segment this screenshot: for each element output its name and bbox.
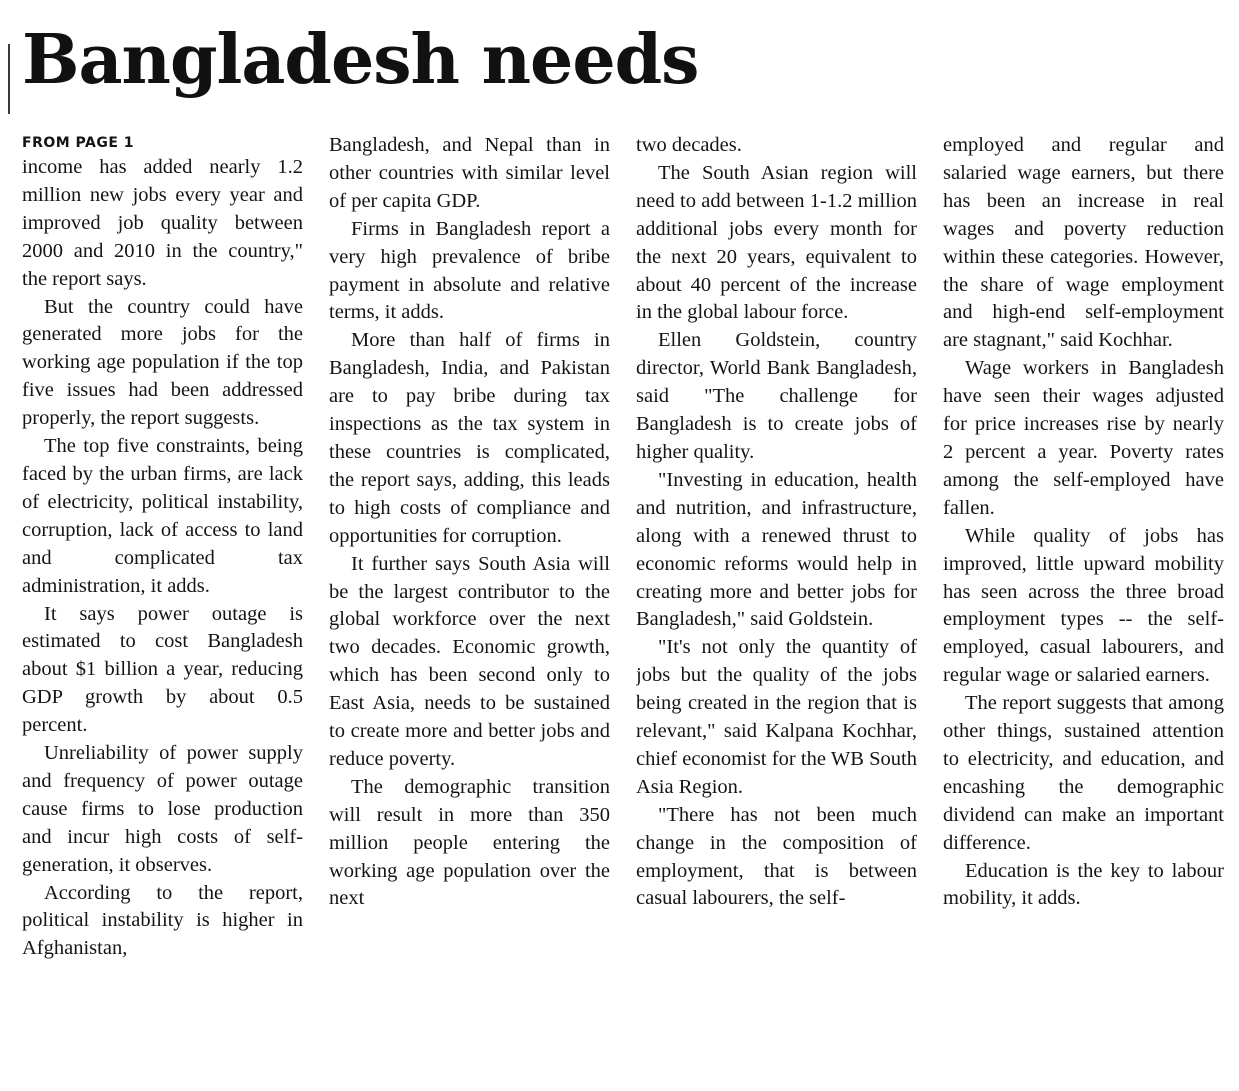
paragraph: Ellen Goldstein, country director, World Bank Bangladesh, said "The challenge for Bangladesh is to create jobs of higher quality. [636, 329, 917, 463]
paragraph: More than half of firms in Bangladesh, India, and Pakistan are to pay bribe during tax inspections as the tax system in these countries is complicated, the report says, adding, this leads to high costs of compliance and opportunities for corruption. [329, 329, 610, 547]
article-column-2 [329, 132, 610, 1082]
paragraph: Bangladesh, and Nepal than in other countries with similar level of per capita GDP. [329, 134, 610, 212]
paragraph: Unreliability of power supply and frequency of power outage cause firms to lose production and incur high costs of self-generation, it observes. [22, 742, 303, 876]
paragraph: two decades. [636, 134, 742, 156]
paragraph: The demographic transition will result in more than 350 million people entering the working age population over the next [329, 775, 610, 910]
paragraph: It says power outage is estimated to cost Bangladesh about $1 billion a year, reducing GDP growth by about 0.5 percent. [22, 602, 303, 737]
paragraph: The South Asian region will need to add between 1-1.2 million additional jobs every month for the next 20 years, equivalent to about 40 percent of the increase in the global labour force. [636, 161, 917, 324]
paragraph: While quality of jobs has improved, little upward mobility has seen across the three broad employment types -- the self-employed, casual labourers, and regular wage or salaried earners. [943, 524, 1224, 687]
paragraph: "There has not been much change in the composition of employment, that is between casual labourers, the self- [636, 803, 917, 910]
headline: Bangladesh needs [22, 20, 699, 100]
paragraph: Education is the key to labour mobility, it adds. [943, 859, 1224, 910]
paragraph: Wage workers in Bangladesh have seen their wages adjusted for price increases rise by nearly 2 percent a year. Poverty rates among the self-employed have fallen. [943, 357, 1224, 519]
paragraph: "It's not only the quantity of jobs but the quality of the jobs being created in the region that is relevant," said Kalpana Kochhar, chief economist for the WB South Asia Region. [636, 636, 917, 798]
paragraph: The report suggests that among other things, sustained attention to electricity, and education, and encashing the demographic dividend can make an important difference. [943, 692, 1224, 854]
paragraph: It further says South Asia will be the largest contributor to the global workforce over the next two decades. Economic growth, which has been second only to East Asia, needs to be sustained to create more and better jobs and reduce poverty. [329, 552, 610, 770]
article-column-3 [636, 132, 917, 1082]
paragraph: According to the report, political instability is higher in Afghanistan, [22, 881, 303, 960]
from-page-kicker: FROM PAGE 1 [22, 135, 135, 151]
paragraph: The top five constraints, being faced by the urban firms, are lack of electricity, political instability, corruption, lack of access to land and complicated tax administration, it adds. [22, 435, 303, 597]
paragraph: But the country could have generated more jobs for the working age population if the top five issues had been addressed properly, the report suggests. [22, 295, 303, 430]
paragraph: income has added nearly 1.2 million new jobs every year and improved job quality between 2000 and 2010 in the country," the report says. [22, 156, 303, 290]
article-column-4 [943, 132, 1224, 1082]
article-column-1 [22, 132, 303, 1082]
paragraph: "Investing in education, health and nutrition, and infrastructure, along with a renewed thrust to economic reforms would help in creating more and better jobs for Bangladesh," said Goldstein. [636, 468, 917, 631]
paragraph: Firms in Bangladesh report a very high prevalence of bribe payment in absolute and relative terms, it adds. [329, 217, 610, 324]
paragraph: employed and regular and salaried wage earners, but there has been an increase in real wages and poverty reduction within these categories. However, the share of wage employment and high-end self-employment are stagnant," said Kochhar. [943, 134, 1224, 352]
column-rule [8, 44, 10, 114]
